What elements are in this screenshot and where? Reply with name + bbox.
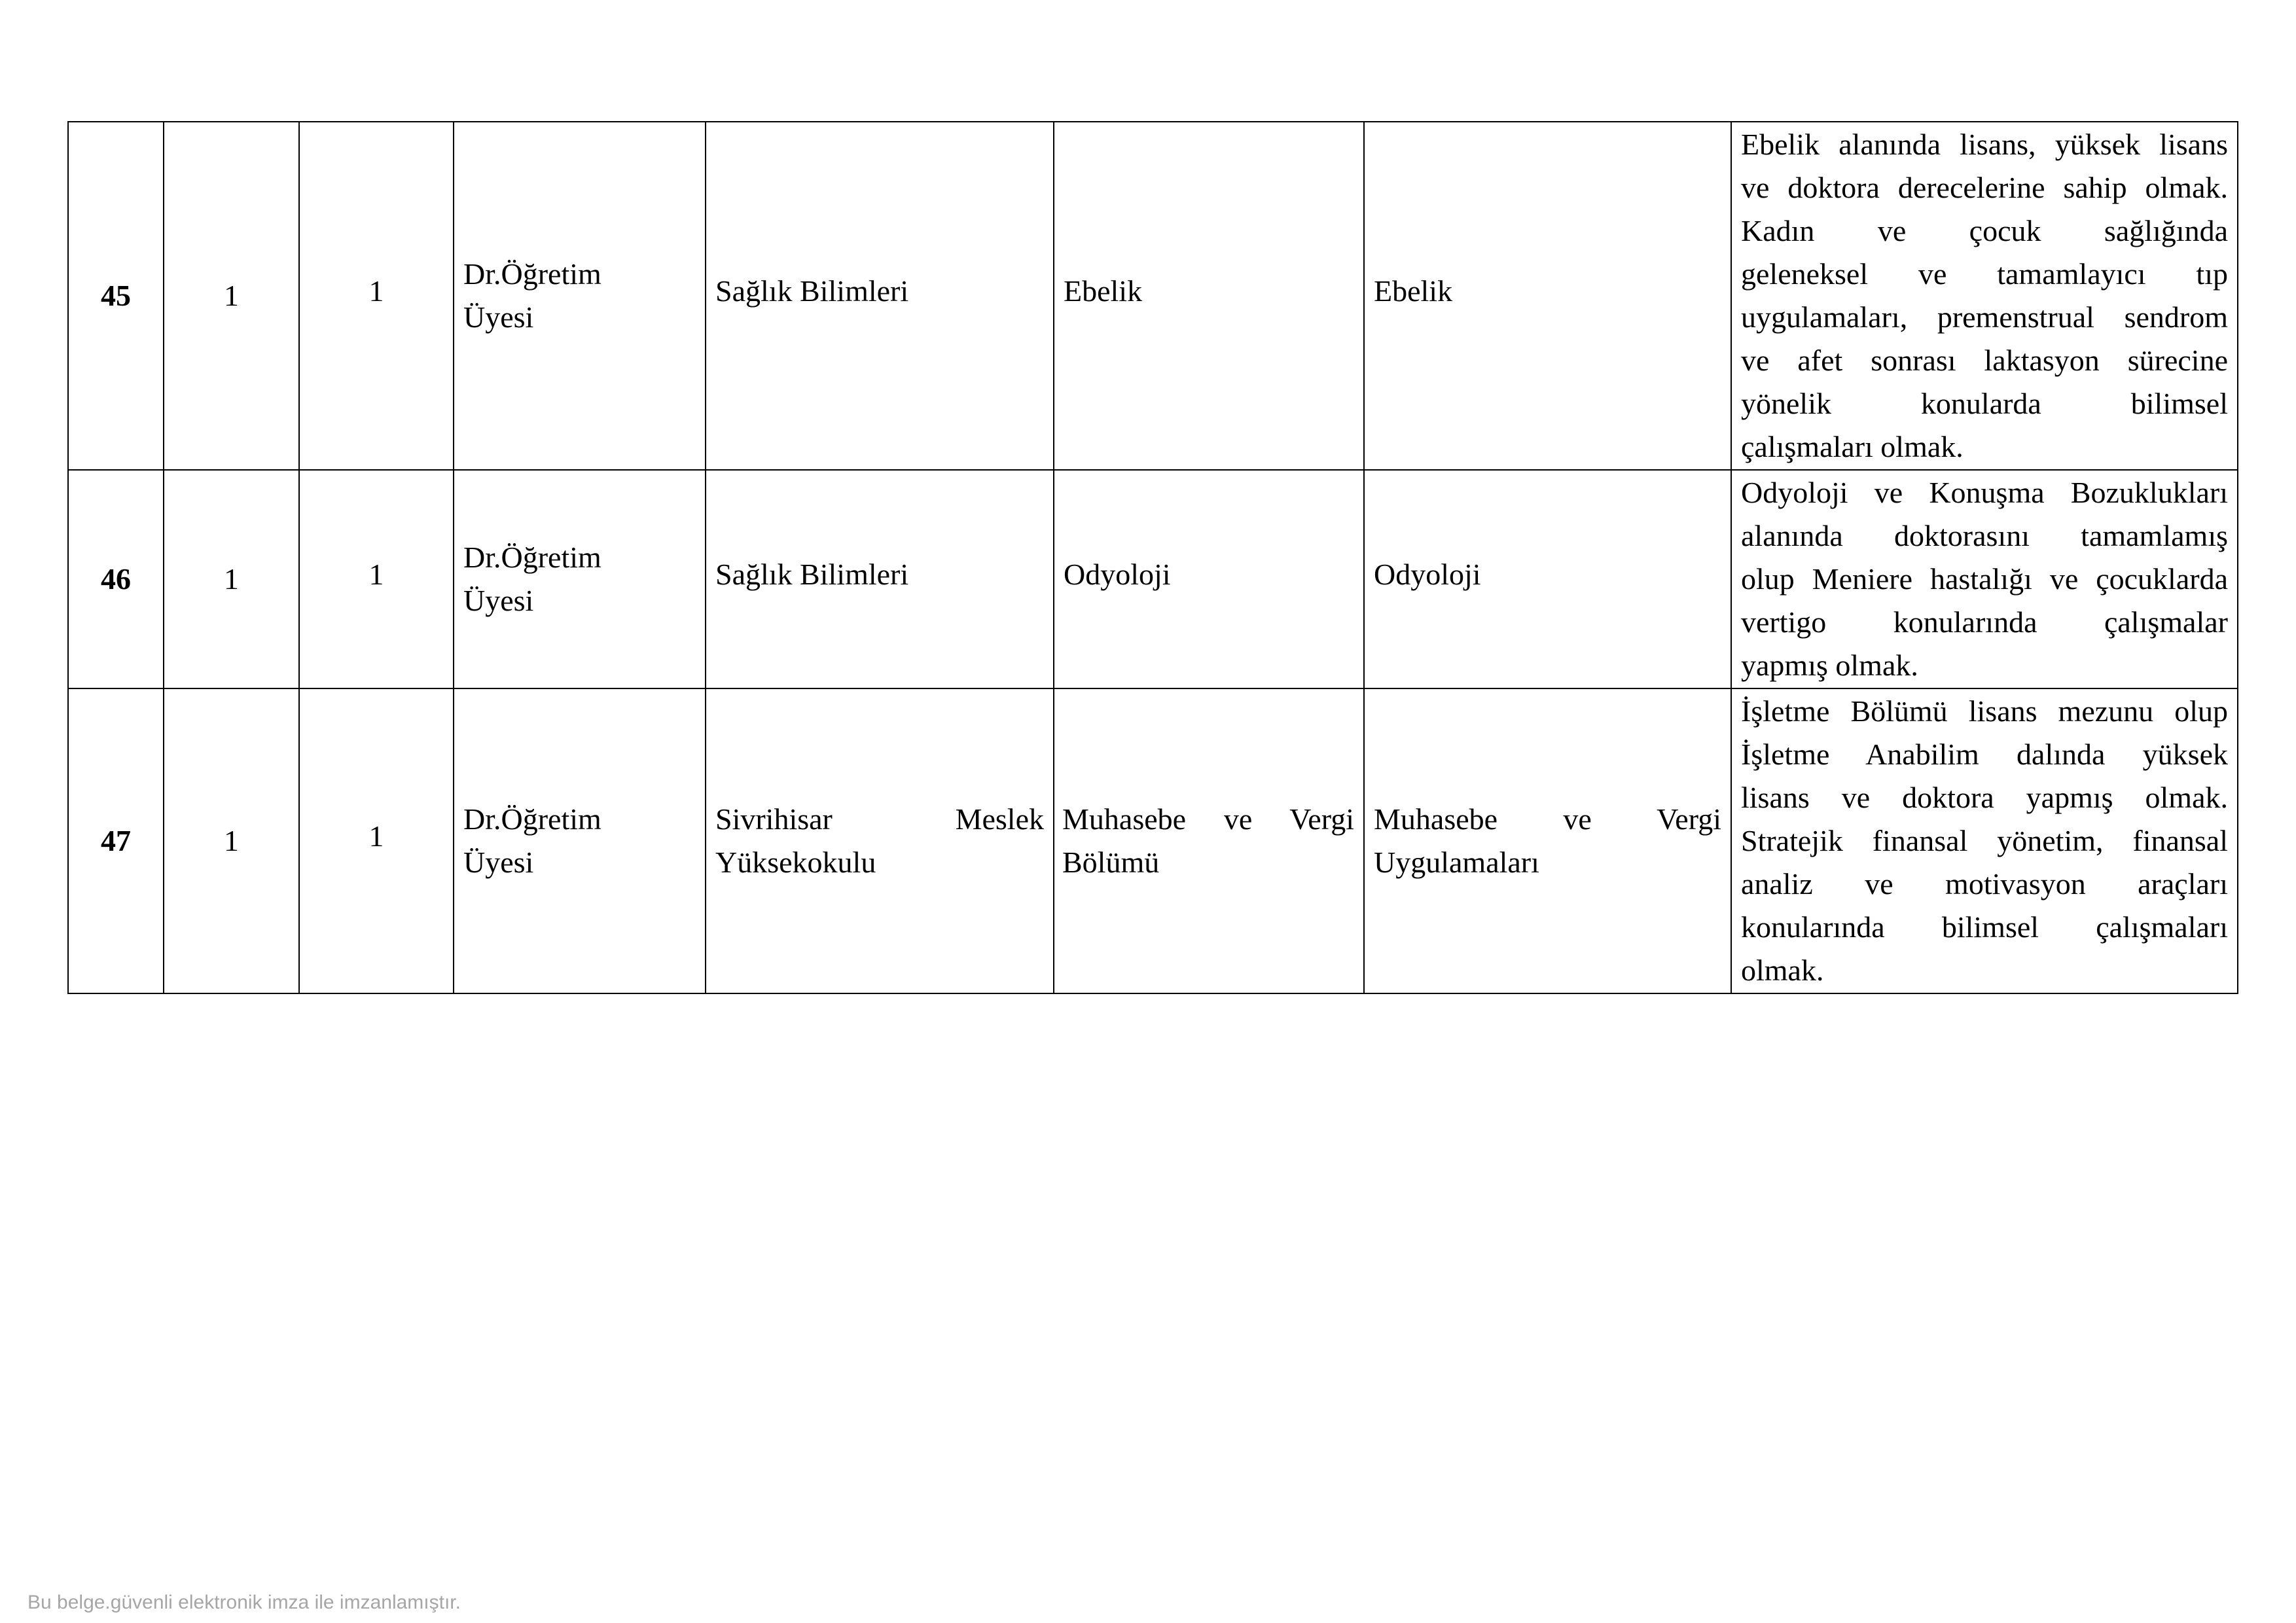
- program: [1364, 470, 1731, 688]
- description-line: ve doktora derecelerine sahip olmak.: [1741, 171, 2228, 204]
- academic-title-line: Üyesi: [463, 584, 534, 617]
- department: [1054, 122, 1364, 470]
- department-line: Muhasebe ve Vergi: [1062, 802, 1354, 836]
- faculty-unit: [706, 470, 1054, 688]
- faculty-unit-line: Sağlık Bilimleri: [715, 558, 909, 591]
- description-line: analiz ve motivasyon araçları: [1741, 867, 2228, 901]
- position-count-2: 1: [299, 688, 454, 993]
- requirements-description: [1731, 122, 2238, 470]
- department-line: Bölümü: [1062, 846, 1160, 879]
- table-row: [68, 688, 2238, 993]
- e-signature-footer: Bu belge.güvenli elektronik imza ile imzanlamıştır.: [27, 1592, 461, 1613]
- description-line: yönelik konularda bilimsel: [1741, 387, 2228, 420]
- description-line: alanında doktorasını tamamlamış: [1741, 519, 2228, 552]
- row-number: 46: [68, 470, 164, 688]
- program-line: Ebelik: [1374, 274, 1453, 308]
- faculty-unit-line: Sağlık Bilimleri: [715, 274, 909, 308]
- description-line: vertigo konularında çalışmalar: [1741, 605, 2228, 639]
- position-count-2: 1: [299, 122, 454, 470]
- academic-title: [454, 122, 706, 470]
- program: [1364, 122, 1731, 470]
- department: [1054, 470, 1364, 688]
- position-count: 1: [164, 122, 299, 470]
- academic-title-line: Üyesi: [463, 300, 534, 334]
- academic-title-line: Dr.Öğretim: [463, 257, 601, 291]
- description-line: Odyoloji ve Konuşma Bozuklukları: [1741, 476, 2228, 509]
- academic-title: [454, 688, 706, 993]
- description-line: lisans ve doktora yapmış olmak.: [1741, 781, 2228, 814]
- academic-title-line: Dr.Öğretim: [463, 802, 601, 836]
- department-line: Odyoloji: [1064, 558, 1171, 591]
- faculty-unit: [706, 688, 1054, 993]
- faculty-unit: [706, 122, 1054, 470]
- requirements-description: [1731, 470, 2238, 688]
- description-line: İşletme Bölümü lisans mezunu olup: [1741, 694, 2228, 728]
- description-line: Ebelik alanında lisans, yüksek lisans: [1741, 128, 2228, 161]
- program-line: Uygulamaları: [1374, 846, 1539, 879]
- description-line: Kadın ve çocuk sağlığında: [1741, 214, 2228, 247]
- description-line: yapmış olmak.: [1741, 649, 1918, 682]
- description-line: olmak.: [1741, 954, 1824, 987]
- faculty-unit-line: Sivrihisar Meslek: [715, 802, 1044, 836]
- description-line: çalışmaları olmak.: [1741, 430, 1964, 463]
- table-row: [68, 470, 2238, 688]
- description-line: ve afet sonrası laktasyon sürecine: [1741, 344, 2228, 377]
- table-row: [68, 122, 2238, 470]
- description-line: geleneksel ve tamamlayıcı tıp: [1741, 257, 2228, 291]
- department: [1054, 688, 1364, 993]
- faculty-unit-line: Yüksekokulu: [715, 846, 876, 879]
- description-line: uygulamaları, premenstrual sendrom: [1741, 300, 2228, 334]
- position-count: 1: [164, 688, 299, 993]
- description-line: Stratejik finansal yönetim, finansal: [1741, 824, 2228, 857]
- program-line: Muhasebe ve Vergi: [1374, 802, 1721, 836]
- requirements-description: [1731, 688, 2238, 993]
- academic-title-line: Dr.Öğretim: [463, 541, 601, 574]
- description-line: olup Meniere hastalığı ve çocuklarda: [1741, 562, 2228, 596]
- description-line: konularında bilimsel çalışmaları: [1741, 910, 2228, 944]
- academic-title-line: Üyesi: [463, 846, 534, 879]
- row-number: 45: [68, 122, 164, 470]
- department-line: Ebelik: [1064, 274, 1143, 308]
- description-line: İşletme Anabilim dalında yüksek: [1741, 738, 2228, 771]
- program: [1364, 688, 1731, 993]
- staff-position-table: [67, 121, 2238, 994]
- row-number: 47: [68, 688, 164, 993]
- position-count: 1: [164, 470, 299, 688]
- table-body: [68, 122, 2238, 993]
- position-count-2: 1: [299, 470, 454, 688]
- academic-title: [454, 470, 706, 688]
- program-line: Odyoloji: [1374, 558, 1481, 591]
